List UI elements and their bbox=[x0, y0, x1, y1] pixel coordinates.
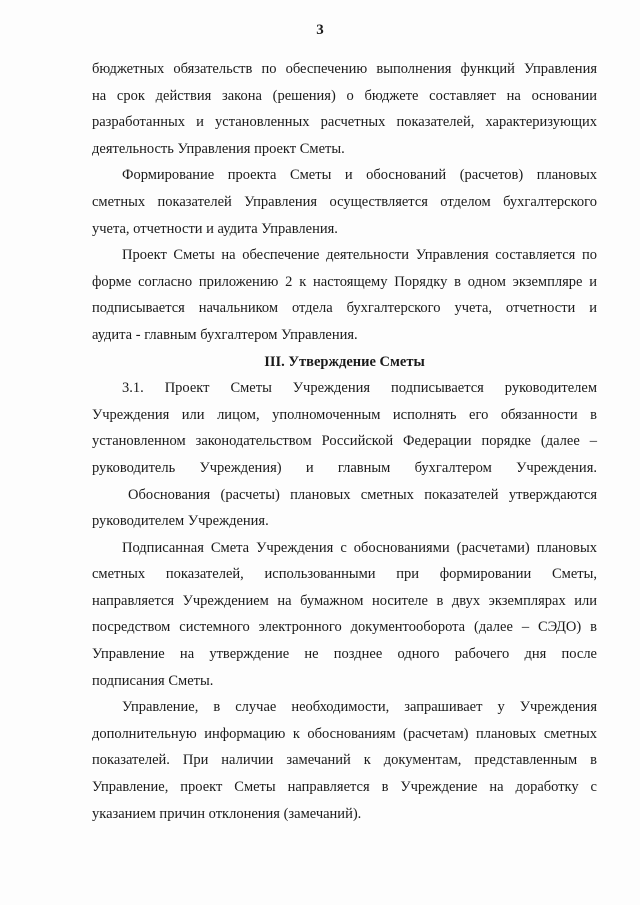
text-line: разработанных и установленных расчетных показателей, характеризующих bbox=[92, 114, 597, 131]
text-line: Формирование проекта Сметы и обоснований (расчетов) плановых bbox=[122, 167, 597, 184]
text-line: Подписанная Смета Учреждения с обоснованиями (расчетами) плановых bbox=[122, 539, 597, 556]
paragraph bbox=[92, 162, 597, 242]
text-line: Обоснования (расчеты) плановых сметных показателей утверждаются bbox=[128, 486, 597, 503]
text-line: на срок действия закона (решения) о бюджете составляет на основании bbox=[92, 87, 597, 104]
text-line: 3.1. Проект Сметы Учреждения подписывается руководителем bbox=[122, 380, 597, 397]
paragraph bbox=[92, 375, 597, 481]
text-line: установленном законодательством Российской Федерации порядке (далее – bbox=[92, 433, 597, 450]
text-line: аудита - главным бухгалтером Управления. bbox=[92, 326, 358, 343]
text-line: сметных показателей, использованными при формировании Сметы, bbox=[92, 566, 597, 583]
paragraph bbox=[92, 535, 597, 695]
text-line: форме согласно приложению 2 к настоящему Порядку в одном экземпляре и bbox=[92, 273, 597, 290]
text-line: руководителем Учреждения. bbox=[92, 513, 269, 530]
paragraph bbox=[92, 482, 597, 535]
text-line: Управление, в случае необходимости, запрашивает у Учреждения bbox=[122, 699, 597, 716]
text-line: подписания Сметы. bbox=[92, 672, 214, 689]
text-line: Учреждения или лицом, уполномоченным исполнять его обязанности в bbox=[92, 406, 597, 423]
paragraph bbox=[92, 242, 597, 348]
text-line: руководитель Учреждения) и главным бухгалтером Учреждения. bbox=[92, 459, 597, 476]
text-line: сметных показателей Управления осуществляется отделом бухгалтерского bbox=[92, 193, 597, 210]
text-line: посредством системного электронного документооборота (далее – СЭДО) в bbox=[92, 619, 597, 636]
paragraph bbox=[92, 694, 597, 827]
document-body bbox=[92, 56, 597, 827]
text-line: Управление, проект Сметы направляется в Учреждение на доработку с bbox=[92, 779, 597, 796]
text-line: дополнительную информацию к обоснованиям (расчетам) плановых сметных bbox=[92, 725, 597, 742]
text-line: Проект Сметы на обеспечение деятельности Управления составляется по bbox=[122, 247, 597, 264]
text-line: бюджетных обязательств по обеспечению выполнения функций Управления bbox=[92, 61, 597, 77]
text-line: указанием причин отклонения (замечаний). bbox=[92, 805, 362, 822]
text-line: Управление на утверждение не позднее одного рабочего дня после bbox=[92, 646, 597, 663]
paragraph bbox=[92, 56, 597, 162]
text-line: направляется Учреждением на бумажном носителе в двух экземплярах или bbox=[92, 592, 597, 609]
section-heading: III. Утверждение Сметы bbox=[264, 353, 425, 370]
text-line: показателей. При наличии замечаний к документам, представленным в bbox=[92, 752, 597, 769]
text-line: подписывается начальником отдела бухгалтерского учета, отчетности и bbox=[92, 300, 597, 317]
page-number: 3 bbox=[316, 22, 324, 38]
text-line: деятельность Управления проект Сметы. bbox=[92, 140, 345, 157]
text-line: учета, отчетности и аудита Управления. bbox=[92, 220, 338, 237]
